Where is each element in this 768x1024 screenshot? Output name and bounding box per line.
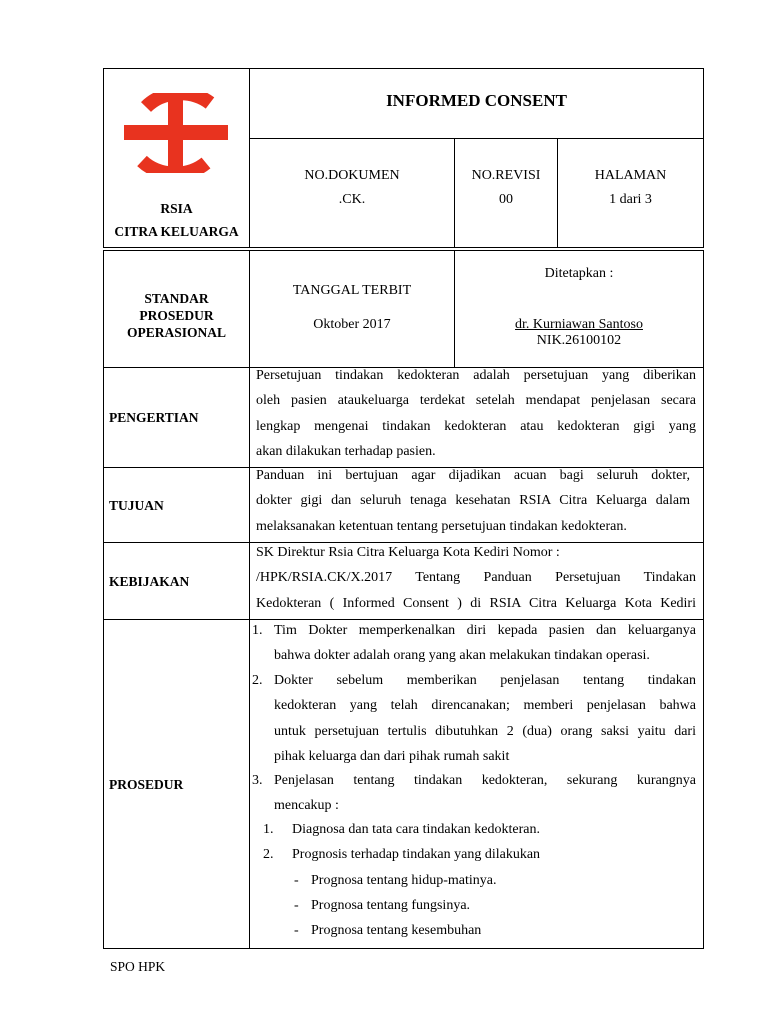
prosedur-item-number: 1.	[252, 623, 263, 638]
header-border-bottom	[103, 247, 704, 248]
no-revisi-value: 00	[499, 192, 513, 207]
prosedur-line: untuk persetujuan tertulis dibutuhkan 2 (dua) orang saksi yaitu dari	[274, 723, 696, 739]
no-dokumen-value: .CK.	[338, 192, 366, 207]
no-dokumen-label: NO.DOKUMEN	[304, 168, 400, 183]
tujuan-line: dokter gigi dan seluruh tenaga kesehatan RSIA Citra Keluarga dalam	[256, 493, 690, 509]
kebijakan-line: SK Direktur Rsia Citra Keluarga Kota Kediri Nomor :	[256, 545, 560, 560]
kebijakan-line: Kedokteran ( Informed Consent ) di RSIA Citra Keluarga Kota Kediri	[256, 595, 696, 611]
halaman-label: HALAMAN	[594, 168, 667, 183]
hospital-logo	[124, 93, 228, 173]
prosedur-item-3	[252, 768, 696, 819]
header-divider-title	[249, 138, 704, 139]
pengertian-label: PENGERTIAN	[109, 410, 199, 425]
sub-item-text: Prognosis terhadap tindakan yang dilakukan	[292, 847, 541, 862]
header-border-left	[103, 68, 104, 248]
main-border-right	[703, 250, 704, 949]
ditetapkan-label: Ditetapkan :	[544, 266, 614, 281]
sub-item-number: 1.	[263, 822, 274, 837]
header-border-right	[703, 68, 704, 248]
pengertian-line: Persetujuan tindakan kedokteran adalah persetujuan yang diberikan	[256, 368, 696, 383]
signatory-name: dr. Kurniawan Santoso	[515, 317, 643, 332]
sop-label-line3: OPERASIONAL	[126, 325, 226, 340]
kebijakan-line: /HPK/RSIA.CK/X.2017 Tentang Panduan Persetujuan Tindakan	[256, 570, 696, 586]
prosedur-item-number: 2.	[252, 673, 263, 688]
org-name-line1: RSIA	[160, 201, 193, 216]
prosedur-line: Tim Dokter memperkenalkan diri kepada pasien dan keluarganya	[274, 623, 696, 638]
sub-item-number: 2.	[263, 847, 274, 862]
pengertian-line: lengkap mengenai tindakan kedokteran atau kedokteran gigi yang	[256, 418, 696, 434]
bullet-mark: -	[294, 898, 299, 913]
bullet-text: Prognosa tentang fungsinya.	[311, 898, 471, 913]
halaman-value: 1 dari 3	[609, 192, 652, 207]
kebijakan-text	[256, 540, 696, 616]
red-cross-logo-icon	[124, 93, 228, 173]
prosedur-item-2	[252, 668, 696, 769]
prosedur-item-number: 3.	[252, 773, 263, 788]
bullet-mark: -	[294, 923, 299, 938]
prosedur-label: PROSEDUR	[109, 777, 184, 792]
tanggal-terbit-value: Oktober 2017	[313, 317, 391, 332]
kebijakan-label: KEBIJAKAN	[109, 574, 190, 589]
tujuan-label: TUJUAN	[109, 498, 164, 513]
pengertian-line: akan dilakukan terhadap pasien.	[256, 443, 436, 459]
main-divider-label	[249, 250, 250, 949]
sub-item-text: Diagnosa dan tata cara tindakan kedokteran.	[292, 822, 541, 837]
bullet-text: Prognosa tentang kesembuhan	[311, 923, 482, 938]
tujuan-text	[256, 463, 690, 539]
no-revisi-label: NO.REVISI	[471, 168, 541, 183]
prosedur-item-1	[252, 618, 696, 669]
prosedur-line: Dokter sebelum memberikan penjelasan tentang tindakan	[274, 673, 696, 688]
bullet-text: Prognosa tentang hidup-matinya.	[311, 873, 497, 888]
prosedur-line: Penjelasan tentang tindakan kedokteran, sekurang kurangnya	[274, 773, 696, 788]
sop-label-line1: STANDAR	[144, 291, 209, 306]
org-name-line2: CITRA KELUARGA	[114, 224, 239, 239]
pengertian-line: oleh pasien ataukeluarga terdekat setelah mendapat penjelasan secara	[256, 393, 696, 409]
sop-label-line2: PROSEDUR	[139, 308, 214, 323]
prosedur-line: kedokteran yang telah direncanakan; memberi penjelasan bahwa	[274, 698, 696, 714]
prosedur-line: bahwa dokter adalah orang yang akan melakukan tindakan operasi.	[274, 648, 650, 664]
main-border-left	[103, 250, 104, 949]
tujuan-line: Panduan ini bertujuan agar dijadikan acuan bagi seluruh dokter,	[256, 468, 690, 483]
bullet-mark: -	[294, 873, 299, 888]
pengertian-text	[256, 363, 696, 464]
tujuan-line: melaksanakan ketentuan tentang persetujuan tindakan kedokteran.	[256, 518, 627, 534]
footer-label: SPO HPK	[110, 959, 166, 974]
prosedur-line: mencakup :	[274, 798, 339, 814]
main-border-top	[103, 250, 704, 251]
signatory-nik: NIK.26100102	[536, 333, 622, 348]
main-border-bottom	[103, 948, 704, 949]
tanggal-terbit-label: TANGGAL TERBIT	[292, 283, 412, 298]
prosedur-line: pihak keluarga dan dari pihak rumah sakit	[274, 748, 510, 764]
header-border-top	[103, 68, 704, 69]
document-title: INFORMED CONSENT	[386, 91, 567, 110]
